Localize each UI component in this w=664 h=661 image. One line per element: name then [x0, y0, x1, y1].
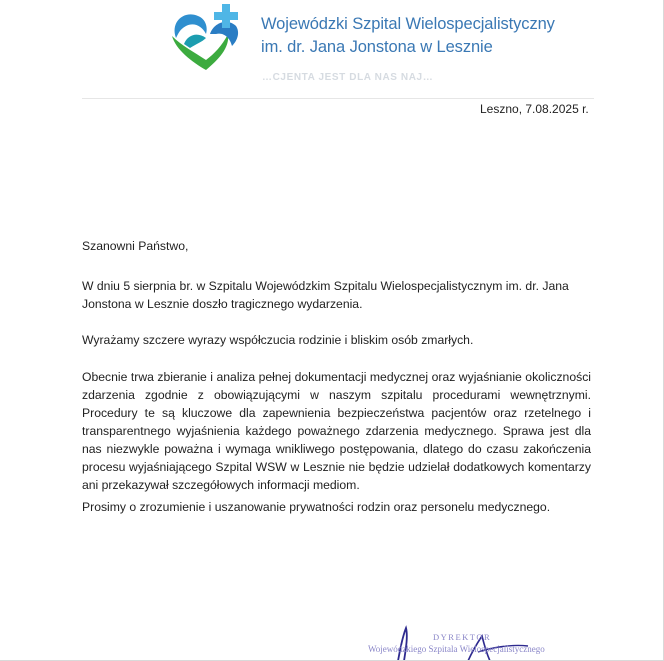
paragraph-3-text: Obecnie trwa zbieranie i analiza pełnej dokumentacji medycznej oraz wyjaśnianie okoliczności zdarzenia zgodnie z obowiązującymi w naszym szpitalu procedurami wewnętrznymi. Procedury te są kluczowe dla zapewnienia bezpieczeństwa pacjentów oraz rzetelnego i transparentnego wyjaśnienia każdego poważnego zdarzenia medycznego. Sprawa jest dla nas niezwykle poważna i wymaga wnikliwego postępowania, dlatego do czasu zakończenia procesu wyjaśniającego Szpital WSW w Lesznie nie będzie udzielał dodatkowych komentarzy ani przekazywał szczegółowych informacji mediom.	[82, 370, 591, 492]
paragraph-4-text: Prosimy o zrozumienie i uszanowanie prywatności rodzin oraz personelu medycznego.	[82, 500, 551, 514]
hospital-name	[261, 14, 555, 57]
paragraph-1-text: W dniu 5 sierpnia br. w Szpitalu Wojewódzkim Szpitalu Wielospecjalistycznym im. dr. Jana Jonstona w Lesznie doszło tragicznego wydarzenia.	[82, 279, 569, 311]
paragraph-2-text: Wyrażamy szczere wyrazy współczucia rodzinie i bliskim osób zmarłych.	[82, 333, 474, 347]
hospital-logo-icon	[166, 4, 252, 72]
stamp-title: DYREKTOR	[433, 632, 492, 642]
letter-salutation	[82, 237, 188, 255]
hospital-slogan: …CJENTA JEST DLA NAS NAJ…	[262, 72, 434, 83]
stamp-subtitle: Wojewódzkiego Szpitala Wielospecjalistycznego	[368, 644, 545, 654]
hospital-name-line1: Wojewódzki Szpital Wielospecjalistyczny	[261, 15, 555, 33]
header-divider	[82, 98, 594, 99]
paragraph-2	[82, 331, 591, 349]
salutation-text: Szanowni Państwo,	[82, 239, 189, 253]
paragraph-3	[82, 368, 591, 494]
letter-date: Leszno, 7.08.2025 r.	[480, 102, 589, 116]
hospital-name-line2: im. dr. Jana Jonstona w Lesznie	[261, 38, 493, 56]
paragraph-1	[82, 277, 591, 313]
paragraph-4	[82, 498, 591, 516]
